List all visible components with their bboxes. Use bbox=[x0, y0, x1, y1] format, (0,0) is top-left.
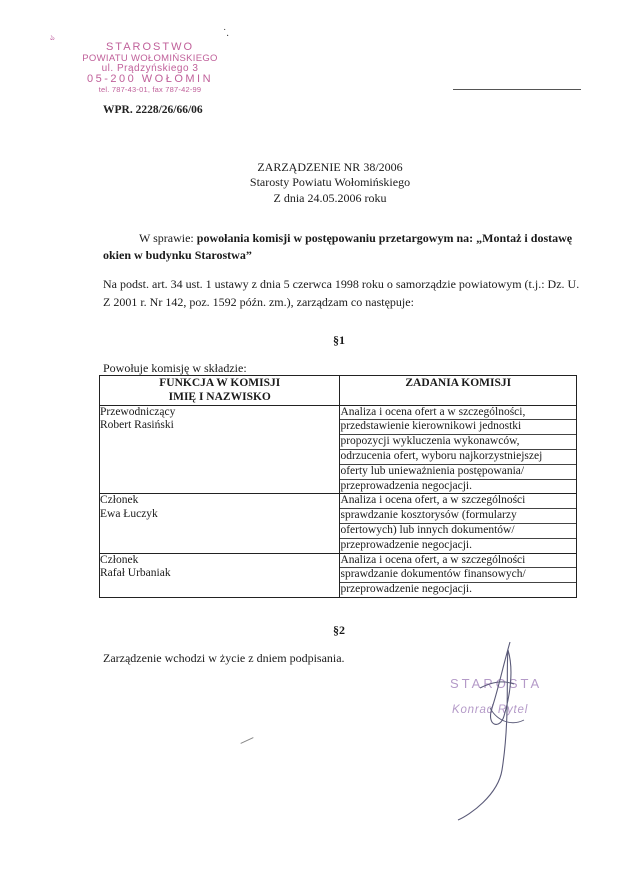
tasks-cell bbox=[340, 553, 577, 597]
stamp-line-2: POWIATU WOŁOMIŃSKIEGO bbox=[82, 52, 218, 64]
member-name: Rafał Urbaniak bbox=[100, 567, 171, 580]
stray-dots: ˙. bbox=[223, 28, 229, 39]
stamp-line-4: 05-200 WOŁOMIN bbox=[86, 73, 214, 86]
subject-prefix: W sprawie: bbox=[139, 231, 197, 245]
member-cell bbox=[100, 494, 340, 553]
task-line: sprawdzanie dokumentów finansowych/ bbox=[340, 568, 576, 583]
closing-text: Zarządzenie wchodzi w życie z dniem podpisania. bbox=[103, 651, 345, 665]
task-line: przeprowadzenia negocjacji. bbox=[340, 479, 473, 492]
header-tasks: ZADANIA KOMISJI bbox=[340, 376, 577, 406]
header-function-line-2: IMIĘ I NAZWISKO bbox=[168, 390, 271, 403]
member-cell bbox=[100, 553, 340, 597]
signature-stamp-name: Konrad Rytel bbox=[452, 704, 529, 716]
member-role: Przewodniczący bbox=[100, 405, 176, 418]
task-line: Analiza i ocena ofert, a w szczególności bbox=[340, 494, 576, 509]
task-line: sprawdzanie kosztorysów (formularzy bbox=[340, 509, 576, 524]
task-line: ofertowych) lub innych dokumentów/ bbox=[340, 524, 576, 539]
task-line: propozycji wykluczenia wykonawców, bbox=[340, 435, 576, 450]
tasks-cell bbox=[340, 494, 577, 553]
stamp-line-1: STAROSTWO bbox=[105, 41, 195, 53]
header-function bbox=[100, 376, 340, 406]
stamp-line-5: tel. 787-43-01, fax 787-42-99 bbox=[98, 84, 202, 94]
subject-title: powołania komisji w postępowaniu przetargowym na: „Montaż i dostawę okien w budynku Starostwa” bbox=[103, 231, 573, 263]
document-title bbox=[180, 160, 480, 206]
member-role: Członek bbox=[100, 494, 139, 507]
commission-table bbox=[99, 375, 577, 598]
task-line: Analiza i ocena ofert a w szczególności, bbox=[340, 406, 576, 421]
table-row bbox=[100, 494, 577, 553]
handwritten-signature bbox=[440, 630, 590, 830]
header-function-line-1: FUNKCJA W KOMISJI bbox=[159, 377, 281, 389]
legal-basis: Na podst. art. 34 ust. 1 ustawy z dnia 5 czerwca 1998 roku o samorządzie powiatowym (t.j.: Dz. U. Z 2001 r. Nr 142, poz. 1592 późn. zm.), zarządzam co następuje: bbox=[103, 277, 580, 309]
subject-paragraph bbox=[103, 230, 573, 265]
member-name: Ewa Łuczyk bbox=[100, 508, 158, 521]
title-line-1: ZARZĄDZENIE NR 38/2006 bbox=[257, 160, 403, 174]
task-line: przeprowadzenie negocjacji. bbox=[340, 583, 473, 596]
office-stamp bbox=[60, 42, 240, 93]
member-role: Członek bbox=[100, 553, 139, 566]
section-1-heading: §1 bbox=[333, 333, 345, 347]
tasks-cell bbox=[340, 405, 577, 494]
title-line-2: Starosty Powiatu Wołomińskiego bbox=[249, 175, 411, 190]
table-row bbox=[100, 553, 577, 597]
member-cell bbox=[100, 405, 340, 494]
table-row bbox=[100, 405, 577, 494]
task-line: oferty lub unieważnienia postępowania/ bbox=[340, 465, 576, 480]
member-name: Robert Rasiński bbox=[100, 419, 174, 432]
header-line bbox=[453, 89, 581, 90]
task-line: przedstawienie kierownikowi jednostki bbox=[340, 420, 576, 435]
task-line: odrzucenia ofert, wyboru najkorzystniejszej bbox=[340, 450, 576, 465]
table-header-row bbox=[100, 376, 577, 406]
section-1-intro: Powołuje komisję w składzie: bbox=[103, 361, 247, 375]
stray-mark bbox=[240, 737, 253, 744]
stamp-line-3: ul. Prądzyńskiego 3 bbox=[101, 62, 199, 74]
reference-number: WPR. 2228/26/66/06 bbox=[103, 104, 203, 116]
section-2-heading: §2 bbox=[333, 623, 345, 637]
task-line: Analiza i ocena ofert, a w szczególności bbox=[340, 554, 576, 569]
corner-mark: ঌ bbox=[50, 33, 55, 42]
title-line-3: Z dnia 24.05.2006 roku bbox=[273, 190, 387, 205]
signature-stamp-title: STAROSTA bbox=[450, 676, 543, 691]
task-line: przeprowadzenie negocjacji. bbox=[340, 538, 473, 551]
